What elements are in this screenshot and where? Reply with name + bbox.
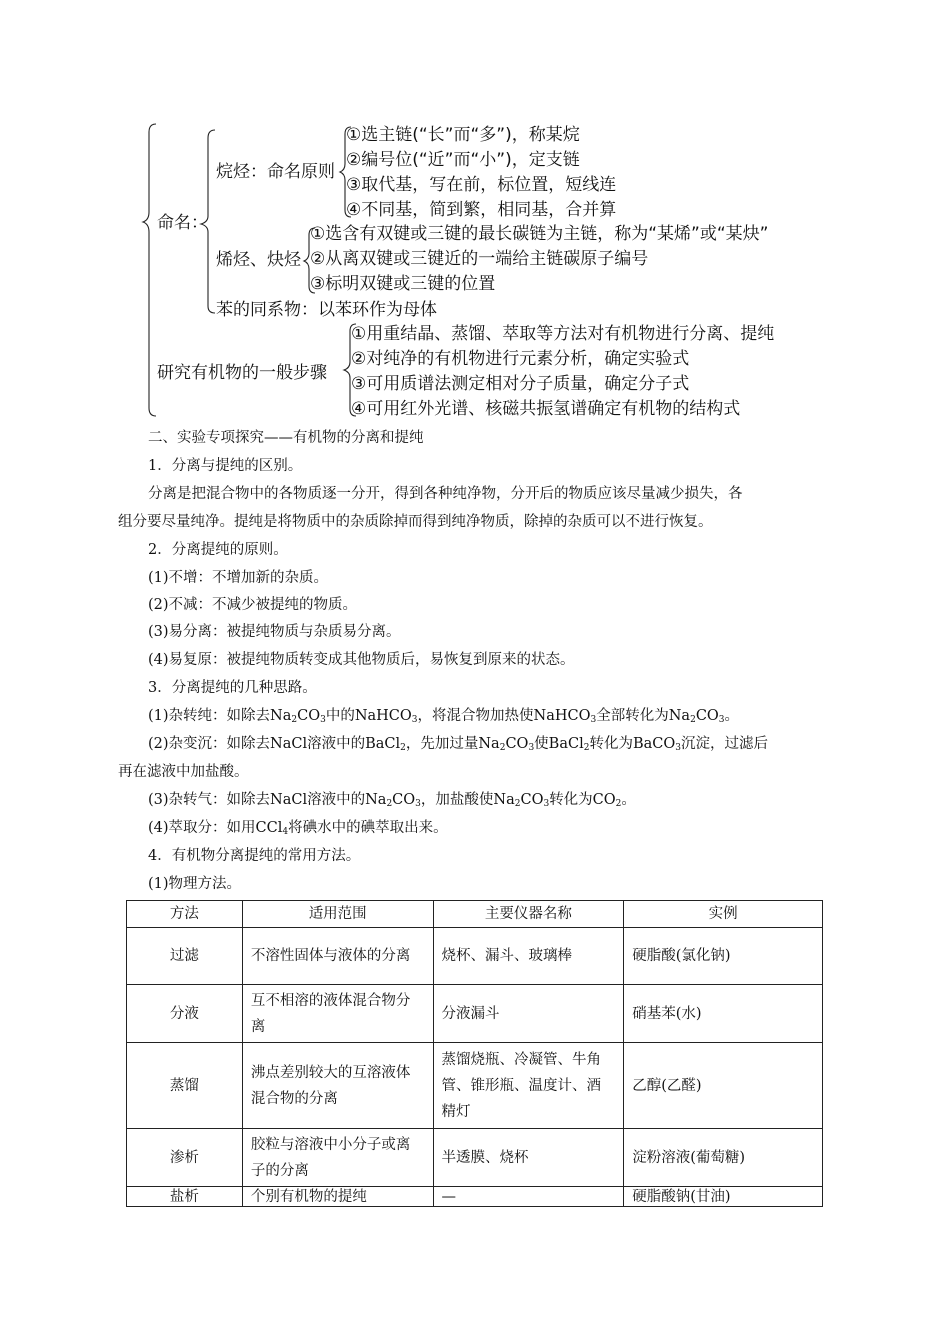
apparatus-cell: 分液漏斗 [433, 985, 624, 1043]
principle: (3)易分离：被提纯物质与杂质易分离。 [148, 624, 401, 640]
idea-3: (3)杂转气：如除去NaCl溶液中的$Na_2CO_3$，加盐酸使$Na_2CO_3$转化为$CO_2$。 [148, 792, 636, 809]
apparatus-cell: 烧杯、漏斗、玻璃棒 [433, 928, 624, 985]
apparatus-cell: 半透膜、烧杯 [433, 1129, 624, 1187]
alkene-rule: ②从离双键或三键近的一端给主链碳原子编号 [310, 249, 649, 269]
alkane-rule: ②编号位(“近”而“小”)，定支链 [346, 150, 580, 170]
scope-cell: 不溶性固体与液体的分离 [242, 928, 433, 985]
scope-cell: 互不相溶的液体混合物分离 [242, 985, 433, 1043]
table-header: 主要仪器名称 [433, 901, 624, 928]
table-row [127, 985, 823, 1043]
method-cell: 蒸馏 [127, 1043, 243, 1129]
alkane-label: 烷烃：命名原则 [216, 162, 335, 182]
alkane-rule: ①选主链(“长”而“多”)，称某烷 [346, 125, 580, 145]
table-header: 适用范围 [242, 901, 433, 928]
table-header: 实例 [624, 901, 823, 928]
scope-cell: 沸点差别较大的互溶液体混合物的分离 [242, 1043, 433, 1129]
alkane-rule: ③取代基，写在前，标位置，短线连 [346, 175, 617, 195]
scope-cell: 个别有机物的提纯 [242, 1187, 433, 1207]
benzene-line: 苯的同系物：以苯环作为母体 [216, 300, 437, 320]
example-cell: 硬脂酸(氯化钠) [624, 928, 823, 985]
research-step: ②对纯净的有机物进行元素分析，确定实验式 [351, 349, 690, 369]
alkane-rule: ④不同基，简到繁，相同基，合并算 [346, 200, 617, 220]
method-cell: 分液 [127, 985, 243, 1043]
section-heading: 二、实验专项探究——有机物的分离和提纯 [148, 430, 424, 446]
principle: (2)不减：不减少被提纯的物质。 [148, 597, 358, 613]
apparatus-cell: — [433, 1187, 624, 1207]
table-header: 方法 [127, 901, 243, 928]
method-cell: 渗析 [127, 1129, 243, 1187]
method-cell: 过滤 [127, 928, 243, 985]
idea-1: (1)杂转纯：如除去$Na_2CO_3$中的NaHCO$_3$，将混合物加热使NaHCO$_3$全部转化为$Na_2CO_3$。 [148, 708, 740, 725]
example-cell: 硬脂酸钠(甘油) [624, 1187, 823, 1207]
separation-methods-table [126, 900, 823, 1207]
naming-label: 命名： [157, 213, 208, 233]
idea-2-cont: 再在滤液中加盐酸。 [118, 764, 249, 780]
method-cell: 盐析 [127, 1187, 243, 1207]
table-row [127, 928, 823, 985]
example-cell: 硝基苯(水) [624, 985, 823, 1043]
item1-body: 组分要尽量纯净。提纯是将物质中的杂质除掉而得到纯净物质，除掉的杂质可以不进行恢复。 [118, 514, 713, 530]
alkene-rule: ①选含有双键或三键的最长碳链为主链，称为“某烯”或“某炔” [310, 224, 769, 244]
table-header-row [127, 901, 823, 928]
idea-4: (4)萃取分：如用CCl$_4$将碘水中的碘萃取出来。 [148, 820, 448, 837]
example-cell: 淀粉溶液(葡萄糖) [624, 1129, 823, 1187]
item3-title: 3．分离提纯的几种思路。 [148, 680, 317, 696]
research-step: ④可用红外光谱、核磁共振氢谱确定有机物的结构式 [351, 399, 741, 419]
research-step: ①用重结晶、蒸馏、萃取等方法对有机物进行分离、提纯 [351, 324, 775, 344]
research-step: ③可用质谱法测定相对分子质量，确定分子式 [351, 374, 690, 394]
item4-title: 4．有机物分离提纯的常用方法。 [148, 848, 361, 864]
item2-title: 2．分离提纯的原则。 [148, 542, 288, 558]
table-row [127, 1043, 823, 1129]
alkene-rule: ③标明双键或三键的位置 [310, 274, 496, 294]
idea-2: (2)杂变沉：如除去NaCl溶液中的BaCl$_2$，先加过量$Na_2CO_3$使BaCl$_2$转化为BaCO$_3$沉淀，过滤后 [148, 736, 768, 753]
principle: (4)易复原：被提纯物质转变成其他物质后，易恢复到原来的状态。 [148, 652, 575, 668]
table-row [127, 1187, 823, 1207]
principle: (1)不增：不增加新的杂质。 [148, 570, 329, 586]
research-label: 研究有机物的一般步骤 [157, 363, 327, 383]
scope-cell: 胶粒与溶液中小分子或离子的分离 [242, 1129, 433, 1187]
item1-body: 分离是把混合物中的各物质逐一分开，得到各种纯净物，分开后的物质应该尽量减少损失，各 [148, 486, 743, 502]
alkene-label: 烯烃、炔烃 [216, 250, 301, 270]
apparatus-cell: 蒸馏烧瓶、冷凝管、牛角管、锥形瓶、温度计、酒精灯 [433, 1043, 624, 1129]
example-cell: 乙醇(乙醛) [624, 1043, 823, 1129]
physical-title: (1)物理方法。 [148, 876, 242, 892]
table-row [127, 1129, 823, 1187]
item1-title: 1．分离与提纯的区别。 [148, 458, 303, 474]
